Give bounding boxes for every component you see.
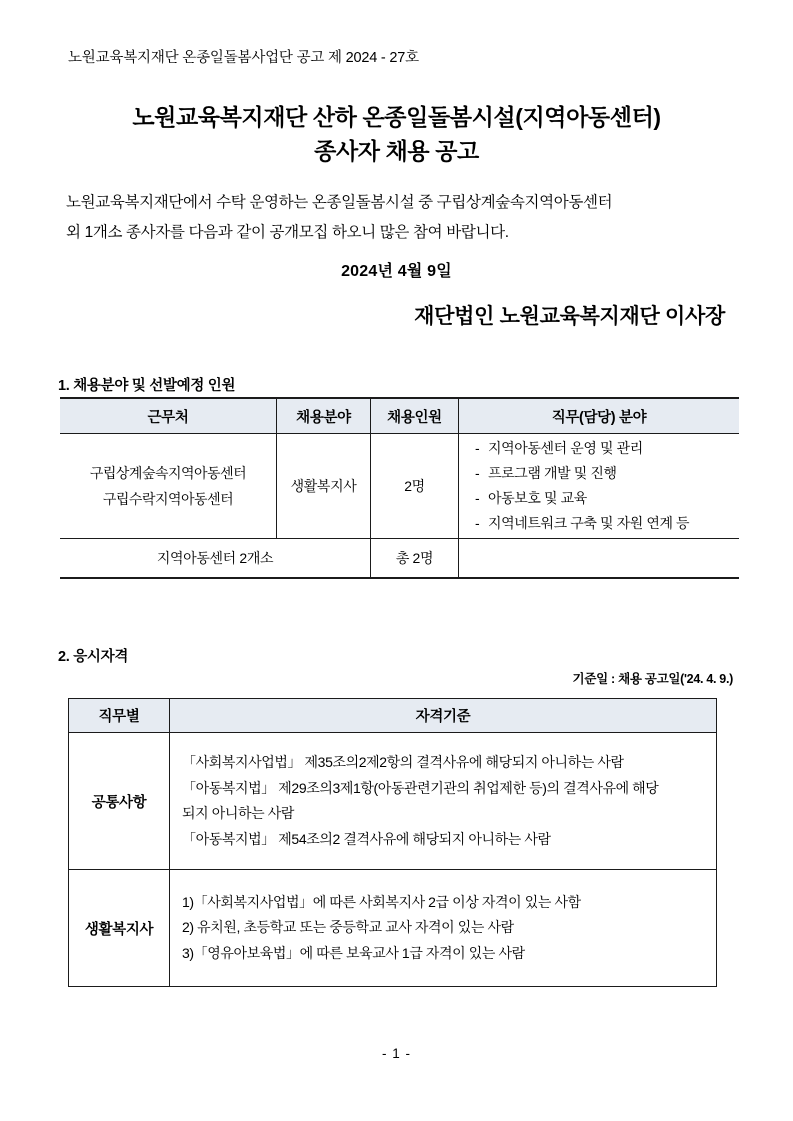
cell-worksite: [60, 434, 277, 539]
header-criteria: 자격기준: [170, 699, 717, 733]
cell-headcount: 2명: [371, 434, 459, 539]
intro-line-1: 노원교육복지재단에서 수탁 운영하는 온종일돌봄시설 중 구립상계숲속지역아동센터: [66, 194, 613, 211]
intro-paragraph: [66, 188, 738, 248]
table-header-row: [60, 398, 739, 434]
page-title: [0, 100, 793, 168]
cell-field: 생활복지사: [277, 434, 371, 539]
notice-number: 노원교육복지재단 온종일돌봄사업단 공고 제 2024 - 27호: [68, 50, 419, 66]
title-line-2: 종사자 채용 공고: [314, 138, 479, 164]
worksite-list: [60, 460, 276, 512]
header-headcount: 채용인원: [371, 398, 459, 434]
duty-item: - 프로그램 개발 및 진행: [475, 461, 739, 486]
criteria-line: 「사회복지사업법」 제35조의2제2항의 결격사유에 해당되지 아니하는 사람: [182, 754, 624, 770]
signature-line: 재단법인 노원교육복지재단 이사장: [414, 305, 725, 328]
header-duties: 직무(담당) 분야: [459, 398, 740, 434]
page-number: - 1 -: [381, 1046, 411, 1061]
table-total-row: [60, 539, 739, 579]
cell-role-welfare: 생활복지사: [69, 870, 170, 987]
worksite-line-2: 구립수락지역아동센터: [102, 491, 234, 507]
cell-criteria-welfare: [170, 870, 717, 987]
section-1-heading: 1. 채용분야 및 선발예정 인원: [58, 378, 236, 394]
duty-item: - 아동보호 및 교육: [475, 486, 739, 511]
duty-item: - 지역아동센터 운영 및 관리: [475, 436, 739, 461]
cell-role-common: 공통사항: [69, 733, 170, 870]
announcement-date: 2024년 4월 9일: [341, 263, 452, 280]
header-worksite: 근무처: [60, 398, 277, 434]
header-field: 채용분야: [277, 398, 371, 434]
header-role: 직무별: [69, 699, 170, 733]
table-row: [69, 733, 717, 870]
duties-list: [459, 436, 739, 536]
criteria-line: 2) 유치원, 초등학교 또는 중등학교 교사 자격이 있는 사람: [182, 919, 514, 936]
table-row: [69, 870, 717, 987]
intro-line-2: 외 1개소 종사자를 다음과 같이 공개모집 하오니 많은 참여 바랍니다.: [66, 224, 509, 241]
section-2-heading: 2. 응시자격: [58, 649, 129, 665]
total-label: 지역아동센터 2개소: [60, 539, 371, 579]
cell-duties: [459, 434, 740, 539]
duty-item: - 지역네트워크 구축 및 자원 연계 등: [475, 511, 739, 536]
criteria-line: 「아동복지법」 제29조의3제1항(아동관련기관의 취업제한 등)의 결격사유에 해당: [182, 779, 659, 796]
cell-criteria-common: [170, 733, 717, 870]
total-headcount: 총 2명: [371, 539, 459, 579]
criteria-line: 되지 아니하는 사람: [182, 805, 294, 821]
reference-date-note: 기준일 : 채용 공고일('24. 4. 9.): [572, 672, 733, 686]
criteria-line: 1)「사회복지사업법」에 따른 사회복지사 2급 이상 자격이 있는 사함: [182, 893, 581, 910]
recruitment-table: [60, 397, 739, 579]
table-row: [60, 434, 739, 539]
table-header-row: [69, 699, 717, 733]
worksite-line-1: 구립상계숲속지역아동센터: [89, 465, 247, 481]
criteria-line: 3)「영유아보육법」에 따른 보육교사 1급 자격이 있는 사람: [182, 944, 525, 961]
total-duties-empty: [459, 539, 740, 579]
title-line-1: 노원교육복지재단 산하 온종일돌봄시설(지역아동센터): [132, 104, 661, 130]
criteria-line: 「아동복지법」 제54조의2 결격사유에 해당되지 아니하는 사람: [182, 830, 551, 847]
eligibility-table: [68, 698, 717, 987]
